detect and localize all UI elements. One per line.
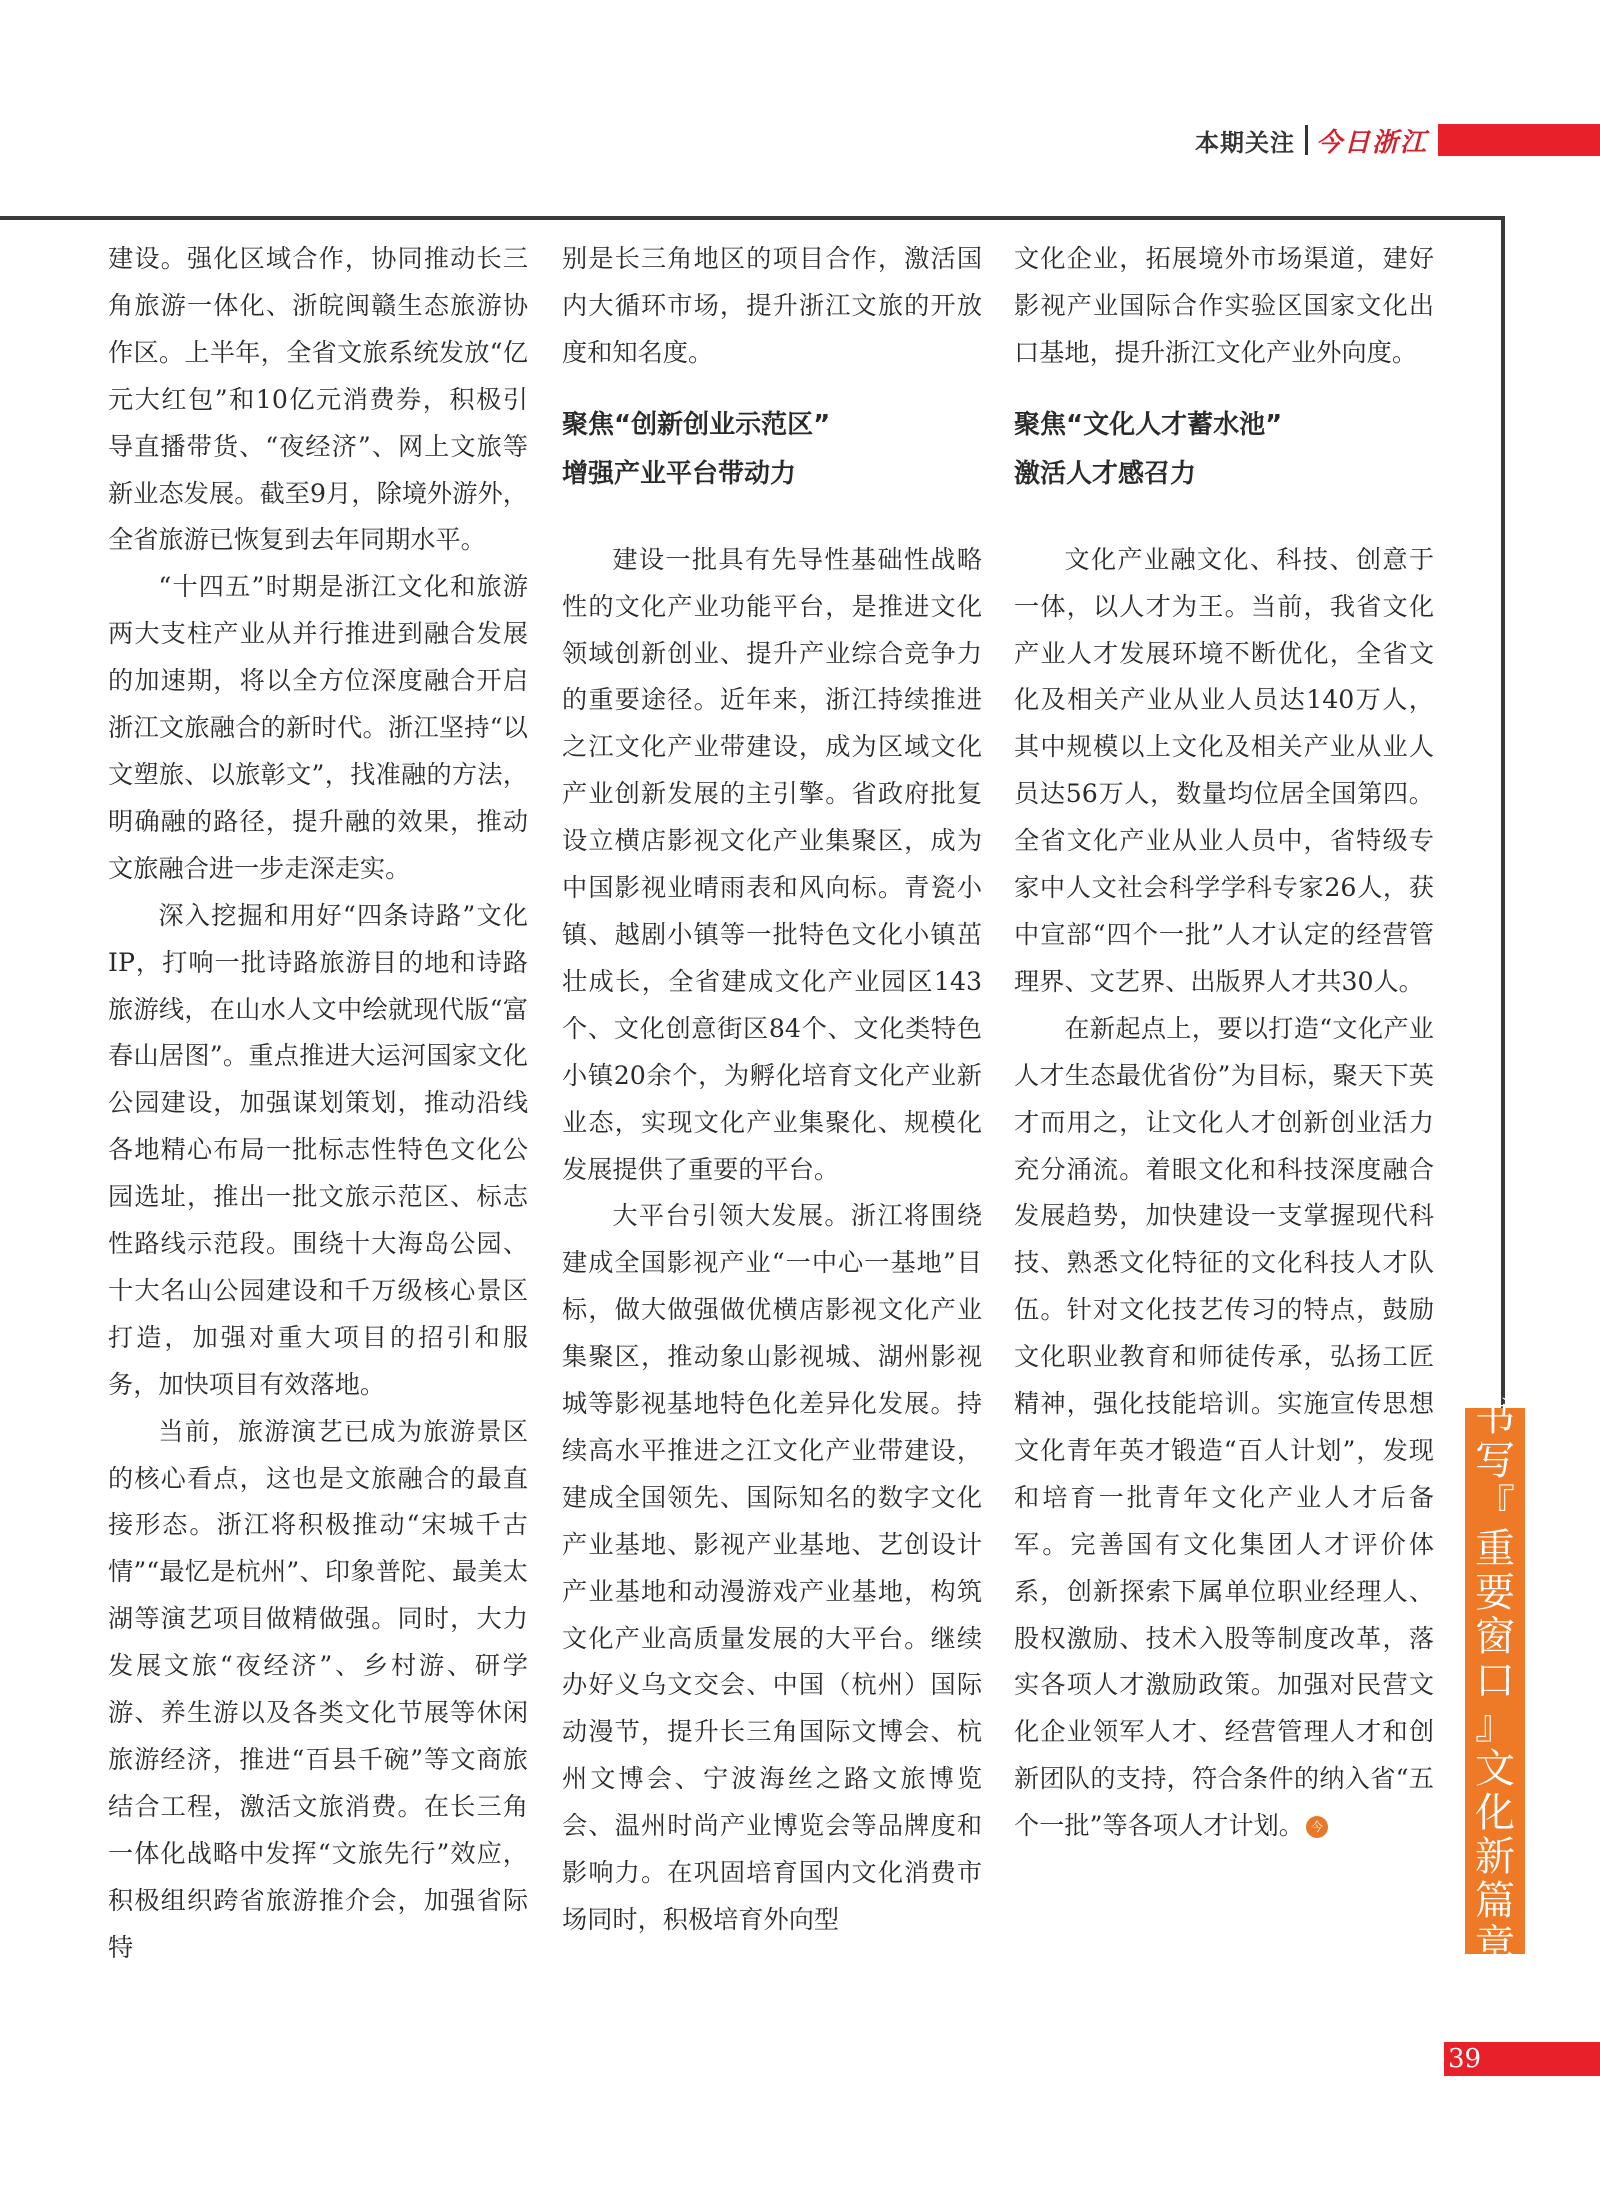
side-banner-char: 书 [1475,1394,1515,1440]
subheading-line-2: 激活人才感召力 [1014,458,1197,489]
side-banner-char: 窗 [1475,1614,1515,1660]
magazine-logo: 今日浙江 [1315,127,1428,158]
header-red-bar [1438,124,1600,156]
section-label: 本期关注 [1194,128,1295,157]
header-divider [1305,125,1308,155]
page-header [1195,122,1600,158]
side-banner-char: 写 [1475,1438,1515,1484]
side-banner-char: 要 [1475,1570,1515,1616]
side-banner-char: 重 [1475,1526,1515,1572]
page-number: 39 [1448,2044,1482,2074]
subheading [1014,401,1434,499]
side-banner-char: 篇 [1475,1878,1515,1924]
side-banner-char: 『 [1475,1482,1515,1528]
paragraph: 深入挖掘和用好“四条诗路”文化IP，打响一批诗路旅游目的地和诗路旅游线，在山水人文中绘就现代版“富春山居图”。重点推进大运河国家文化公园建设，加强谋划策划，推动沿线各地精心布局一批标志性特色文化公园选址，推出一批文旅示范区、标志性路线示范段。围绕十大海岛公园、十大名山公园建设和千万级核心景区打造，加强对重大项目的招引和服务，加快项目有效落地。 [108,900,528,1399]
side-banner [1465,1394,1525,1968]
paragraph-final-text: 在新起点上，要以打造“文化产业人才生态最优省份”为目标，聚天下英才而用之，让文化人才创新创业活力充分涌流。着眼文化和科技深度融合发展趋势，加快建设一支掌握现代科技、熟悉文化特征的文化科技人才队伍。针对文化技艺传习的特点，鼓励文化职业教育和师徒传承，弘扬工匠精神，强化技能培训。实施宣传思想文化青年英才锻造“百人计划”，发现和培育一批青年文化产业人才后备军。完善国有文化集团人才评价体系，创新探索下属单位职业经理人、股权激励、技术入股等制度改革，落实各项人才激励政策。加强对民营文化企业领军人才、经营管理人才和创新团队的支持，符合条件的纳入省“五个一批”等各项人才计划。 [1014,1013,1434,1841]
paragraph: 当前，旅游演艺已成为旅游景区的核心看点，这也是文旅融合的最直接形态。浙江将积极推动“宋城千古情”“最忆是杭州”、印象普陀、最美太湖等演艺项目做精做强。同时，大力发展文旅“夜经济”、乡村游、研学游、养生游以及各类文化节展等休闲旅游经济，推进“百县千碗”等文商旅结合工程，激活文旅消费。在长三角一体化战略中发挥“文旅先行”效应，积极组织跨省旅游推介会，加强省际特 [108,1416,528,1962]
side-banner-char: 新 [1475,1834,1515,1880]
column-2 [562,236,982,1944]
paragraph: 文化企业，拓展境外市场渠道，建好影视产业国际合作实验区国家文化出口基地，提升浙江文化产业外向度。 [1014,244,1434,367]
side-banner-char: 文 [1475,1746,1515,1792]
paragraph-final [1014,1006,1434,1850]
paragraph: 大平台引领大发展。浙江将围绕建成全国影视产业“一中心一基地”目标，做大做强做优横店影视文化产业集聚区，推动象山影视城、湖州影视城等影视基地特色化差异化发展。持续高水平推进之江文化产业带建设，建成全国领先、国际知名的数字文化产业基地、影视产业基地、艺创设计产业基地和动漫游戏产业基地，构筑文化产业高质量发展的大平台。继续办好义乌文交会、中国（杭州）国际动漫节，提升长三角国际文博会、杭州文博会、宁波海丝之路文旅博览会、温州时尚产业博览会等品牌度和影响力。在巩固培育国内文化消费市场同时，积极培育外向型 [562,1201,982,1934]
side-banner-char: 』 [1475,1702,1515,1748]
column-3 [1014,236,1434,1850]
subheading-line-1: 聚焦“文化人才蓄水池” [1014,409,1283,440]
subheading [562,401,982,499]
paragraph: 别是长三角地区的项目合作，激活国内大循环市场，提升浙江文旅的开放度和知名度。 [562,244,982,367]
paragraph: 文化产业融文化、科技、创意于一体，以人才为王。当前，我省文化产业人才发展环境不断优化，全省文化及相关产业从业人员达140万人，其中规模以上文化及相关产业从业人员达56万人，数量均位居全国第四。全省文化产业从业人员中，省特级专家中人文社会科学学科专家26人，获中宣部“四个一批”人才认定的经营管理界、文艺界、出版界人才共30人。 [1014,544,1434,996]
subheading-line-1: 聚焦“创新创业示范区” [562,409,831,440]
subheading-line-2: 增强产业平台带动力 [562,458,797,489]
column-1 [108,236,528,1972]
end-mark-icon: 今 [1306,1816,1328,1838]
side-banner-char: 章 [1475,1922,1515,1968]
side-banner-char: 口 [1475,1658,1515,1704]
paragraph: 建设一批具有先导性基础性战略性的文化产业功能平台，是推进文化领域创新创业、提升产业综合竞争力的重要途径。近年来，浙江持续推进之江文化产业带建设，成为区域文化产业创新发展的主引擎。省政府批复设立横店影视文化产业集聚区，成为中国影视业晴雨表和风向标。青瓷小镇、越剧小镇等一批特色文化小镇茁壮成长，全省建成文化产业园区143个、文化创意街区84个、文化类特色小镇20余个，为孵化培育文化产业新业态，实现文化产业集聚化、规模化发展提供了重要的平台。 [562,544,982,1184]
side-banner-char: 化 [1475,1790,1515,1836]
paragraph: “十四五”时期是浙江文化和旅游两大支柱产业从并行推进到融合发展的加速期，将以全方位深度融合开启浙江文旅融合的新时代。浙江坚持“以文塑旅、以旅彰文”，找准融的方法，明确融的路径，提升融的效果，推动文旅融合进一步走深走实。 [108,572,528,883]
paragraph: 建设。强化区域合作，协同推动长三角旅游一体化、浙皖闽赣生态旅游协作区。上半年，全省文旅系统发放“亿元大红包”和10亿元消费券，积极引导直播带货、“夜经济”、网上文旅等新业态发展。截至9月，除境外游外，全省旅游已恢复到去年同期水平。 [108,244,528,555]
